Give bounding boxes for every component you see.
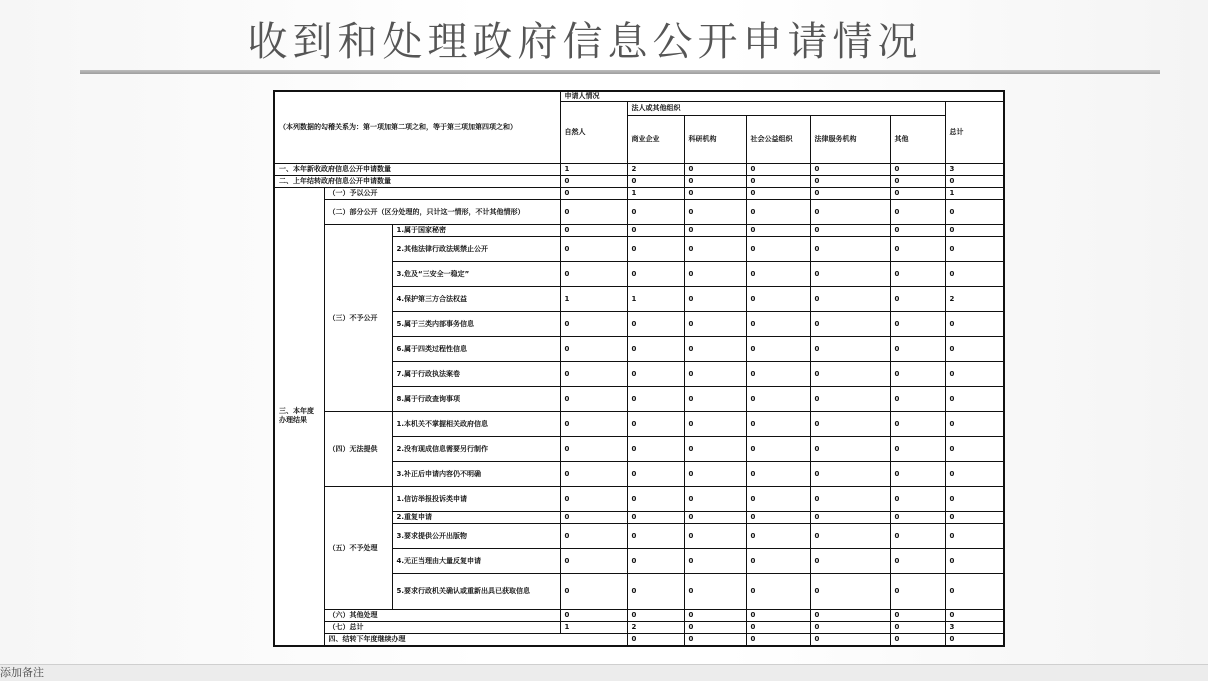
- value-cell: 0: [684, 337, 746, 362]
- table-note: （本列数据的勾稽关系为：第一项加第二项之和，等于第三项加第四项之和）: [274, 91, 560, 164]
- value-cell: 0: [945, 362, 1004, 387]
- value-cell: 0: [627, 262, 684, 287]
- value-cell: 0: [560, 225, 627, 237]
- value-cell: 1: [945, 188, 1004, 200]
- header-other: 其他: [890, 116, 945, 164]
- value-cell: 0: [684, 524, 746, 549]
- value-cell: 2: [627, 164, 684, 176]
- value-cell: 0: [746, 524, 810, 549]
- value-cell: 0: [746, 437, 810, 462]
- value-cell: 0: [945, 262, 1004, 287]
- value-cell: 0: [684, 176, 746, 188]
- row-label: 7.属于行政执法案卷: [392, 362, 560, 387]
- value-cell: 0: [560, 412, 627, 437]
- value-cell: 0: [890, 200, 945, 225]
- value-cell: 0: [684, 487, 746, 512]
- group-label: （三）不予公开: [324, 225, 392, 412]
- row-label: 4.保护第三方合法权益: [392, 287, 560, 312]
- value-cell: 0: [890, 287, 945, 312]
- value-cell: 0: [560, 176, 627, 188]
- value-cell: 0: [746, 610, 810, 622]
- value-cell: 0: [746, 337, 810, 362]
- value-cell: 0: [746, 176, 810, 188]
- value-cell: 0: [810, 200, 890, 225]
- row-label: （六）其他处理: [324, 610, 560, 622]
- value-cell: 0: [746, 287, 810, 312]
- value-cell: 0: [746, 188, 810, 200]
- value-cell: 2: [945, 287, 1004, 312]
- value-cell: 0: [746, 634, 810, 646]
- value-cell: 0: [810, 337, 890, 362]
- value-cell: 0: [684, 287, 746, 312]
- value-cell: 0: [945, 574, 1004, 610]
- group-label: （五）不予处理: [324, 487, 392, 610]
- value-cell: 0: [627, 237, 684, 262]
- row-label: 1.属于国家秘密: [392, 225, 560, 237]
- row-label: （二）部分公开（区分处理的，只计这一情形，不计其他情形）: [324, 200, 560, 225]
- value-cell: 0: [684, 574, 746, 610]
- header-legal-service: 法律服务机构: [810, 116, 890, 164]
- title-divider: [80, 70, 1160, 74]
- value-cell: 0: [945, 634, 1004, 646]
- value-cell: 0: [945, 176, 1004, 188]
- header-research: 科研机构: [684, 116, 746, 164]
- value-cell: 0: [684, 225, 746, 237]
- section-3-label: 三、本年度办理结果: [274, 188, 324, 646]
- value-cell: 0: [890, 487, 945, 512]
- value-cell: 0: [627, 200, 684, 225]
- value-cell: 0: [945, 437, 1004, 462]
- row-label: 四、结转下年度继续办理: [324, 634, 627, 646]
- value-cell: 0: [810, 164, 890, 176]
- value-cell: 0: [560, 610, 627, 622]
- value-cell: 0: [945, 337, 1004, 362]
- row-label: 3.危及“三安全一稳定”: [392, 262, 560, 287]
- value-cell: 0: [684, 437, 746, 462]
- value-cell: 0: [810, 622, 890, 634]
- value-cell: 0: [746, 237, 810, 262]
- value-cell: 0: [684, 387, 746, 412]
- value-cell: 3: [945, 164, 1004, 176]
- value-cell: 0: [945, 610, 1004, 622]
- value-cell: 0: [627, 487, 684, 512]
- value-cell: 0: [945, 512, 1004, 524]
- value-cell: 1: [560, 164, 627, 176]
- value-cell: 0: [890, 622, 945, 634]
- value-cell: 0: [627, 337, 684, 362]
- value-cell: 0: [890, 462, 945, 487]
- value-cell: 0: [627, 362, 684, 387]
- row-label: （七）总计: [324, 622, 560, 634]
- value-cell: 0: [945, 312, 1004, 337]
- value-cell: 0: [627, 176, 684, 188]
- header-total: 总计: [945, 102, 1004, 164]
- value-cell: 0: [890, 634, 945, 646]
- value-cell: 0: [746, 262, 810, 287]
- value-cell: 0: [890, 610, 945, 622]
- row-label: 1.信访举报投诉类申请: [392, 487, 560, 512]
- value-cell: 0: [890, 262, 945, 287]
- value-cell: 0: [890, 512, 945, 524]
- value-cell: 0: [627, 549, 684, 574]
- value-cell: 0: [810, 412, 890, 437]
- value-cell: 0: [945, 200, 1004, 225]
- row-label: （一）予以公开: [324, 188, 560, 200]
- value-cell: 1: [627, 188, 684, 200]
- value-cell: 0: [890, 574, 945, 610]
- row-label: 5.要求行政机关确认或重新出具已获取信息: [392, 574, 560, 610]
- value-cell: 0: [890, 188, 945, 200]
- value-cell: 0: [890, 362, 945, 387]
- value-cell: 0: [810, 188, 890, 200]
- value-cell: 0: [810, 437, 890, 462]
- value-cell: 0: [890, 412, 945, 437]
- value-cell: 0: [560, 188, 627, 200]
- value-cell: 0: [810, 362, 890, 387]
- value-cell: 0: [627, 524, 684, 549]
- header-social: 社会公益组织: [746, 116, 810, 164]
- value-cell: 0: [945, 237, 1004, 262]
- value-cell: 0: [560, 549, 627, 574]
- value-cell: 0: [746, 225, 810, 237]
- value-cell: 0: [945, 462, 1004, 487]
- value-cell: 0: [945, 412, 1004, 437]
- row-label: 2.没有现成信息需要另行制作: [392, 437, 560, 462]
- value-cell: 0: [746, 312, 810, 337]
- value-cell: 0: [945, 549, 1004, 574]
- row-label: 8.属于行政查询事项: [392, 387, 560, 412]
- row-label: 一、本年新收政府信息公开申请数量: [274, 164, 560, 176]
- value-cell: 0: [746, 574, 810, 610]
- value-cell: 1: [560, 622, 627, 634]
- value-cell: 0: [560, 312, 627, 337]
- value-cell: 0: [560, 337, 627, 362]
- row-label: 1.本机关不掌握相关政府信息: [392, 412, 560, 437]
- value-cell: 0: [684, 622, 746, 634]
- value-cell: 0: [627, 437, 684, 462]
- row-label: 6.属于四类过程性信息: [392, 337, 560, 362]
- value-cell: 0: [746, 200, 810, 225]
- value-cell: 0: [890, 164, 945, 176]
- value-cell: 0: [746, 487, 810, 512]
- value-cell: 0: [890, 387, 945, 412]
- value-cell: 0: [684, 610, 746, 622]
- value-cell: 0: [746, 549, 810, 574]
- value-cell: 0: [890, 524, 945, 549]
- value-cell: 0: [810, 262, 890, 287]
- value-cell: 0: [945, 387, 1004, 412]
- value-cell: 0: [810, 549, 890, 574]
- value-cell: 0: [810, 574, 890, 610]
- value-cell: 0: [890, 225, 945, 237]
- header-commercial: 商业企业: [627, 116, 684, 164]
- value-cell: 0: [890, 549, 945, 574]
- value-cell: 0: [627, 462, 684, 487]
- value-cell: 0: [810, 287, 890, 312]
- value-cell: 0: [746, 362, 810, 387]
- notes-bar[interactable]: [0, 664, 1208, 681]
- value-cell: 0: [746, 387, 810, 412]
- row-label: 3.要求提供公开出版物: [392, 524, 560, 549]
- value-cell: 0: [890, 337, 945, 362]
- value-cell: 0: [684, 362, 746, 387]
- value-cell: 0: [810, 512, 890, 524]
- value-cell: 0: [945, 487, 1004, 512]
- slide-title: 收到和处理政府信息公开申请情况: [247, 19, 923, 65]
- value-cell: 0: [810, 225, 890, 237]
- value-cell: 0: [560, 387, 627, 412]
- group-label: （四）无法提供: [324, 412, 392, 487]
- value-cell: 0: [684, 237, 746, 262]
- value-cell: 0: [627, 387, 684, 412]
- value-cell: 1: [627, 287, 684, 312]
- value-cell: 0: [684, 312, 746, 337]
- value-cell: 0: [810, 610, 890, 622]
- statistics-table: [273, 90, 1005, 647]
- header-legal-group: 法人或其他组织: [627, 102, 945, 116]
- value-cell: 0: [627, 610, 684, 622]
- value-cell: 0: [746, 462, 810, 487]
- value-cell: 0: [890, 237, 945, 262]
- value-cell: 0: [560, 524, 627, 549]
- value-cell: 0: [627, 574, 684, 610]
- row-label: 二、上年结转政府信息公开申请数量: [274, 176, 560, 188]
- value-cell: 1: [560, 287, 627, 312]
- value-cell: 0: [560, 512, 627, 524]
- value-cell: 3: [945, 622, 1004, 634]
- value-cell: 0: [684, 512, 746, 524]
- row-label: 4.无正当理由大量反复申请: [392, 549, 560, 574]
- value-cell: 0: [684, 462, 746, 487]
- value-cell: 0: [890, 176, 945, 188]
- value-cell: 0: [627, 412, 684, 437]
- value-cell: 0: [684, 634, 746, 646]
- value-cell: 0: [890, 312, 945, 337]
- notes-placeholder[interactable]: 添加备注: [0, 666, 44, 679]
- value-cell: 0: [560, 237, 627, 262]
- header-natural: 自然人: [560, 102, 627, 164]
- value-cell: 0: [746, 164, 810, 176]
- value-cell: 0: [627, 634, 684, 646]
- value-cell: 0: [560, 200, 627, 225]
- value-cell: 0: [560, 487, 627, 512]
- value-cell: 2: [627, 622, 684, 634]
- row-label: 3.补正后申请内容仍不明确: [392, 462, 560, 487]
- value-cell: 0: [810, 487, 890, 512]
- value-cell: 0: [746, 622, 810, 634]
- value-cell: 0: [945, 225, 1004, 237]
- value-cell: 0: [560, 437, 627, 462]
- value-cell: 0: [684, 412, 746, 437]
- value-cell: 0: [684, 200, 746, 225]
- value-cell: 0: [746, 512, 810, 524]
- value-cell: 0: [560, 462, 627, 487]
- value-cell: 0: [684, 164, 746, 176]
- value-cell: 0: [945, 524, 1004, 549]
- value-cell: 0: [684, 549, 746, 574]
- row-label: 5.属于三类内部事务信息: [392, 312, 560, 337]
- value-cell: 0: [810, 634, 890, 646]
- value-cell: 0: [684, 262, 746, 287]
- value-cell: 0: [560, 574, 627, 610]
- value-cell: 0: [810, 176, 890, 188]
- value-cell: 0: [890, 437, 945, 462]
- value-cell: 0: [810, 524, 890, 549]
- value-cell: 0: [627, 512, 684, 524]
- value-cell: 0: [810, 387, 890, 412]
- value-cell: 0: [810, 312, 890, 337]
- row-label: 2.其他法律行政法规禁止公开: [392, 237, 560, 262]
- value-cell: 0: [810, 462, 890, 487]
- row-label: 2.重复申请: [392, 512, 560, 524]
- header-applicant: 申请人情况: [560, 91, 1004, 102]
- value-cell: 0: [627, 312, 684, 337]
- value-cell: 0: [627, 225, 684, 237]
- value-cell: 0: [560, 262, 627, 287]
- value-cell: 0: [684, 188, 746, 200]
- value-cell: 0: [810, 237, 890, 262]
- value-cell: 0: [560, 362, 627, 387]
- value-cell: 0: [746, 412, 810, 437]
